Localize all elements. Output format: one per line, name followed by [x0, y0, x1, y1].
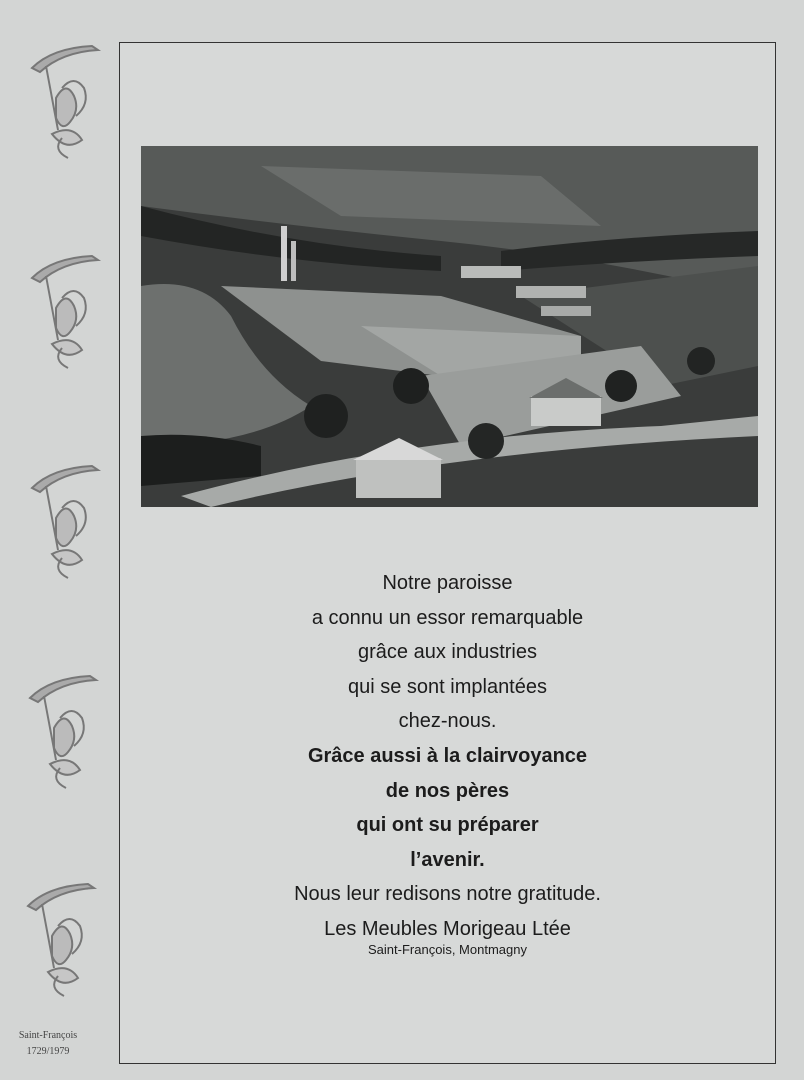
wheat-sheaf-sickle-icon [22, 38, 112, 168]
wheat-sheaf-sickle-icon [22, 248, 112, 378]
company-name: Les Meubles Morigeau Ltée [324, 917, 571, 940]
message-line: grâce aux industries [358, 641, 537, 664]
edition-caption [6, 1028, 90, 1060]
message-closing: Nous leur redisons notre gratitude. [294, 883, 601, 906]
message-bold-line: l’avenir. [410, 848, 485, 871]
message-line: Notre paroisse [382, 572, 513, 594]
aerial-factory-photo [141, 146, 758, 507]
message-line: qui se sont implantées [347, 675, 547, 698]
wheat-sheaf-sickle-icon [20, 668, 110, 798]
message-line: a connu un essor remarquable [311, 606, 584, 629]
message-line: chez-nous. [398, 710, 497, 733]
edition-years: 1729/1979 [26, 1046, 70, 1057]
sidebar-emblem-strip [0, 0, 118, 1080]
wheat-sheaf-sickle-icon [22, 458, 112, 588]
message-text [120, 566, 775, 959]
edition-place: Saint-François [18, 1030, 78, 1041]
company-location: Saint-François, Montmagny [368, 941, 527, 957]
wheat-sheaf-sickle-icon [18, 876, 108, 1006]
message-bold-line: de nos pères [385, 779, 510, 802]
message-bold-line: Grâce aussi à la clairvoyance [307, 744, 588, 767]
message-bold-line: qui ont su préparer [356, 814, 539, 837]
